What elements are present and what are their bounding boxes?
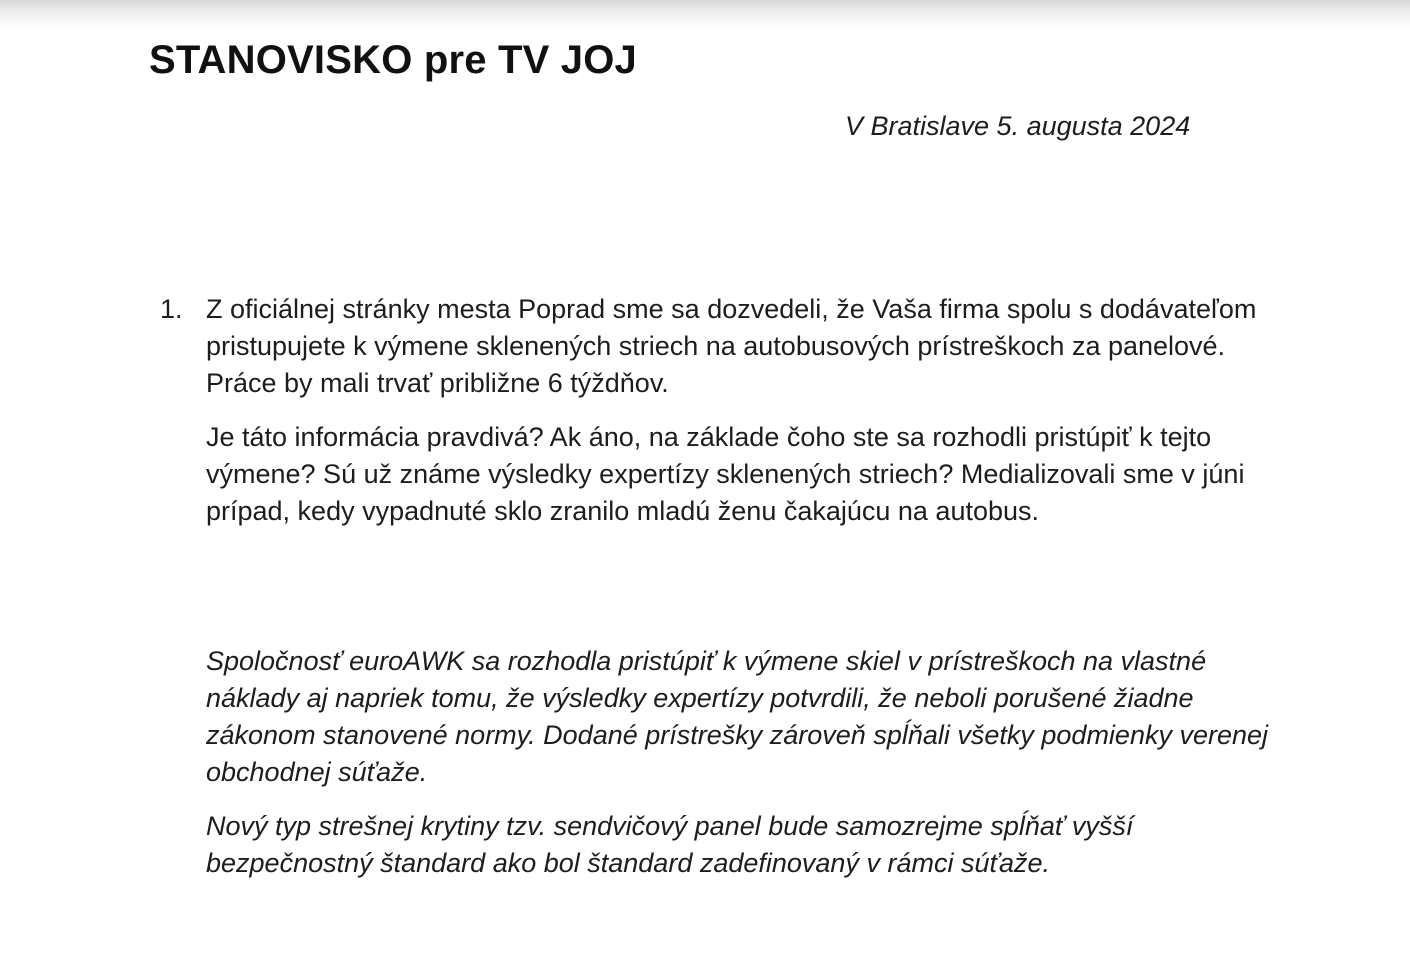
answer-paragraph: Nový typ strešnej krytiny tzv. sendvičový panel bude samozrejme spĺňať vyšší bezpečnostný štandard ako bol štandard zadefinovaný v rámci súťaže. bbox=[206, 811, 1134, 878]
date-line: V Bratislave 5. augusta 2024 bbox=[845, 111, 1191, 141]
answer-paragraph: Spoločnosť euroAWK sa rozhodla pristúpiť k výmene skiel v prístreškoch na vlastné náklady aj napriek tomu, že výsledky expertízy potvrdili, že neboli porušené žiadne zákonom stanovené normy. Dodané prístrešky zároveň spĺňali všetky podmienky verenej obchodnej súťaže. bbox=[206, 646, 1269, 787]
question-paragraph: Je táto informácia pravdivá? Ak áno, na základe čoho ste sa rozhodli pristúpiť k tejto výmene? Sú už známe výsledky expertízy sklenených striech? Medializovali sme v júni prípad, kedy vypadnuté sklo zranilo mladú ženu čakajúcu na autobus. bbox=[206, 422, 1245, 526]
question-body bbox=[206, 291, 1260, 547]
question-number: 1. bbox=[160, 294, 183, 324]
answer-block bbox=[206, 643, 1286, 899]
page-title: STANOVISKO pre TV JOJ bbox=[149, 38, 638, 82]
top-shadow bbox=[0, 0, 1410, 30]
question-paragraph: Z oficiálnej stránky mesta Poprad sme sa dozvedeli, že Vaša firma spolu s dodávateľom pristupujete k výmene sklenených striech na autobusových prístreškoch za panelové. Práce by mali trvať približne 6 týždňov. bbox=[206, 294, 1257, 398]
